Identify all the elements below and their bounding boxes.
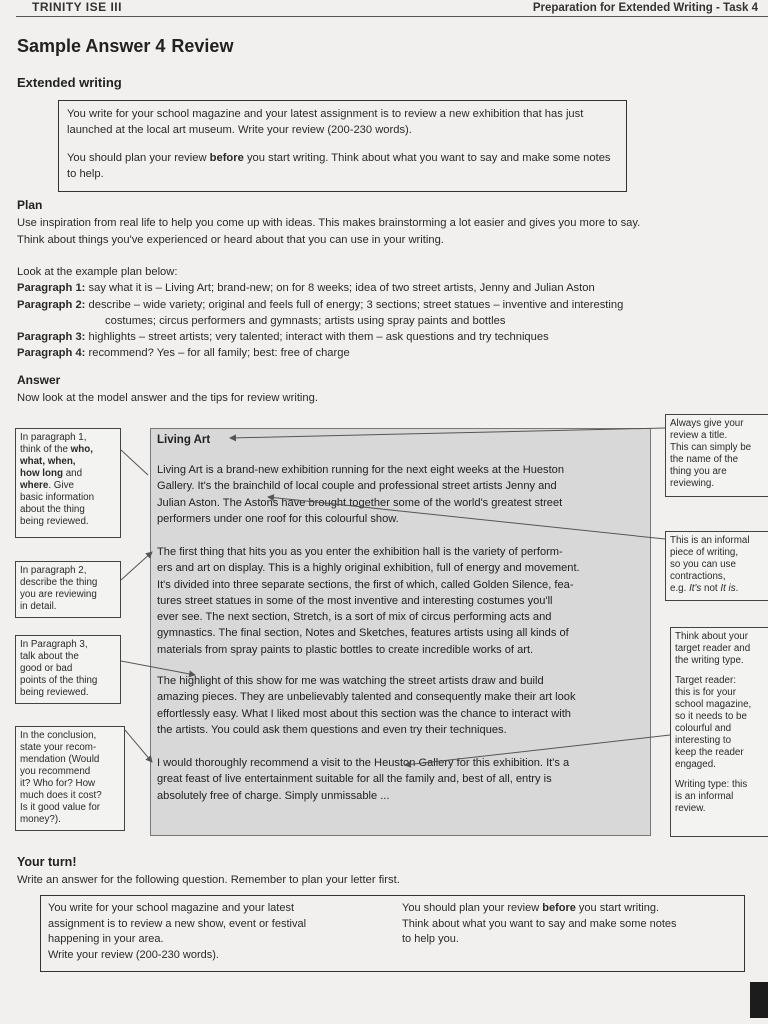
sample-line: effortlessly easy. What I liked most about this section was the chance to interact with <box>157 707 571 720</box>
plan-heading: Plan <box>17 198 43 212</box>
note-line: it? Who for? How <box>20 778 96 789</box>
sample-line: the artists. You could ask them questions and even try their techniques. <box>157 723 507 736</box>
sample-line: ever see. The next section, Stretch, is a sort of mix of circus performing acts and <box>157 611 552 624</box>
note-line: being reviewed. <box>20 687 89 698</box>
note-line: In Paragraph 3, <box>20 639 88 650</box>
plan-row-label: Paragraph 3: <box>17 331 86 343</box>
note-line: interesting to <box>675 735 732 746</box>
note-line: target reader and <box>675 643 751 654</box>
your-turn-text: You should plan your review <box>402 902 543 914</box>
note-line: mendation (Would <box>20 754 100 765</box>
task-p2-before: You should plan your review <box>67 152 210 164</box>
your-turn-line: assignment is to review a new show, event or festival <box>48 917 307 930</box>
note-line: you recommend <box>20 766 91 777</box>
task-p2-bold: before <box>209 152 244 164</box>
note-bold: where <box>20 480 49 491</box>
sample-line: Living Art is a brand-new exhibition running for the next eight weeks at the Hueston <box>157 464 565 476</box>
arrow-conclusion <box>125 730 152 762</box>
note-bold: who, <box>70 444 93 455</box>
note-line: so it needs to be <box>675 711 747 722</box>
note-text: think of the <box>20 444 71 455</box>
your-turn-text: you start writing. <box>575 902 660 914</box>
note-line: so you can use <box>670 559 736 570</box>
sample-line: tures street statues in some of the most inventive and interesting costumes you'll <box>157 594 553 607</box>
sample-line: performers under one roof for this colourful show. <box>157 512 399 525</box>
note-line: keep the reader <box>675 747 744 758</box>
your-turn-line: You write for your school magazine and your latest <box>48 902 295 914</box>
your-turn-intro: Write an answer for the following question. Remember to plan your letter first. <box>17 874 400 886</box>
note-line: this is for your <box>675 687 736 698</box>
note-line: This can simply be <box>670 442 752 453</box>
sample-title: Living Art <box>157 434 211 446</box>
sample-line: materials from spray paints to plastic bottles to create incredible works of art. <box>157 643 534 656</box>
plan-line-1: Use inspiration from real life to help you come up with ideas. This makes brainstorming a lot easier and gives you more to say. <box>17 217 641 229</box>
plan-row-label: Paragraph 1: <box>17 282 86 294</box>
your-turn-line: Think about what you want to say and make some notes <box>402 917 677 930</box>
note-text: not <box>701 583 721 594</box>
note-line: engaged. <box>675 759 716 770</box>
note-line: In paragraph 2, <box>20 565 87 576</box>
note-line: state your recom- <box>20 742 97 753</box>
note-bold: what, when, <box>20 456 76 467</box>
sample-line: Gallery. It's the brainchild of local couple and professional street artists Jenny and <box>157 480 557 493</box>
sample-line: I would thoroughly recommend a visit to the Heuston Gallery for this exhibition. It's a <box>157 757 570 769</box>
arrow-para2 <box>121 552 152 580</box>
plan-row-text: recommend? Yes – for all family; best: free of charge <box>88 347 350 359</box>
task-p2-after: you start writing. Think about what you want to say and make some notes to help. <box>67 152 611 180</box>
note-line: basic information <box>20 492 95 503</box>
note-line: much does it cost? <box>20 790 102 801</box>
your-turn-right <box>402 901 742 948</box>
page-edge-tab <box>750 982 768 1018</box>
note-line: Always give your <box>670 418 744 429</box>
sample-line: The highlight of this show for me was watching the street artists draw and build <box>157 675 544 687</box>
answer-heading: Answer <box>17 373 61 387</box>
plan-row-text: say what it is – Living Art; brand-new; on for 8 weeks; idea of two street artists, Jenny and Julian Aston <box>88 282 595 294</box>
plan-row-2-cont: costumes; circus performers and gymnasts; artists using spray paints and bottles <box>105 315 506 327</box>
note-line: you are reviewing <box>20 589 97 600</box>
plan-row-text: highlights – street artists; very talented; interact with them – ask questions and try techniques <box>88 331 549 343</box>
note-line: Target reader: <box>675 675 736 686</box>
note-line: good or bad <box>20 663 73 674</box>
extended-writing-heading: Extended writing <box>17 75 122 90</box>
arrow-title <box>230 428 665 438</box>
your-turn-line: happening in your area. <box>48 933 164 945</box>
your-turn-left <box>48 901 383 963</box>
your-turn-bold: before <box>542 902 576 914</box>
arrow-target-reader <box>405 735 670 765</box>
note-line: describe the thing <box>20 577 98 588</box>
sample-line: absolutely free of charge. Simply unmissable ... <box>157 789 390 802</box>
your-turn-line: Write your review (200-230 words). <box>48 948 219 961</box>
note-line: is an informal <box>675 791 734 802</box>
sample-line: It's divided into three separate sections, the first of which, called Golden Silence, fea- <box>157 578 574 591</box>
your-turn-line: to help you. <box>402 933 459 945</box>
sample-line: Julian Aston. The Astons have brought together some of the world's greatest street <box>157 496 563 509</box>
note-text: . <box>735 583 739 594</box>
note-line: reviewing. <box>670 478 715 489</box>
note-line: Is it good value for <box>20 802 101 813</box>
note-bold: how long <box>20 468 63 479</box>
sample-line: amazing pieces. They are unbelievably talented and consequently make their art look <box>157 691 576 704</box>
plan-row-label: Paragraph 2: <box>17 299 86 311</box>
header-right: Preparation for Extended Writing - Task 4 <box>532 2 758 14</box>
note-italic: It's <box>689 583 702 594</box>
note-line: points of the thing <box>20 675 98 686</box>
your-turn-heading: Your turn! <box>17 855 77 869</box>
task-paragraph-1: You write for your school magazine and your latest assignment is to review a new exhibition that has just launched at the local art museum. Write your review (200-230 words). <box>67 108 584 136</box>
note-line: piece of writing, <box>670 547 739 558</box>
title-main: Sample Answer 4 <box>17 36 166 56</box>
arrow-para3 <box>121 661 195 675</box>
header-left: TRINITY ISE III <box>32 0 122 14</box>
note-text: . Give <box>48 480 74 491</box>
note-line: colourful and <box>675 723 732 734</box>
note-line: thing you are <box>670 466 727 477</box>
note-line: Think about your <box>675 631 748 642</box>
arrow-contraction <box>268 497 665 539</box>
note-line: This is an informal <box>670 535 750 546</box>
plan-look: Look at the example plan below: <box>17 266 178 278</box>
plan-row-label: Paragraph 4: <box>17 347 86 359</box>
note-line: review. <box>675 803 706 814</box>
note-italic: It is <box>720 583 736 594</box>
your-turn-box <box>40 895 745 972</box>
your-turn-line <box>402 901 742 917</box>
note-line: talk about the <box>20 651 79 662</box>
note-line: money?). <box>20 814 61 825</box>
note-line: the writing type. <box>675 655 744 666</box>
note-line: review a title. <box>670 430 728 441</box>
note-line: Writing type: this <box>675 779 748 790</box>
note-text: e.g. <box>670 583 690 594</box>
sample-line: The first thing that hits you as you enter the exhibition hall is the variety of perform- <box>157 546 563 558</box>
plan-row-text: describe – wide variety; original and feels full of energy; 3 sections; street statues – inventive and interesting <box>88 299 624 311</box>
answer-intro: Now look at the model answer and the tips for review writing. <box>17 392 318 404</box>
note-line: the name of the <box>670 454 739 465</box>
title-sub: Review <box>171 36 234 56</box>
note-line: about the thing <box>20 504 85 515</box>
sample-line: great feast of live entertainment suitable for all the family and, best of all, entry is <box>157 773 552 786</box>
sample-line: ers and art on display. This is a highly original exhibition, full of energy and movement. <box>157 562 580 575</box>
note-line: school magazine, <box>675 699 752 710</box>
arrow-para1-who <box>121 450 148 475</box>
note-line: In the conclusion, <box>20 730 97 741</box>
note-line: contractions, <box>670 571 726 582</box>
note-line: being reviewed. <box>20 516 89 527</box>
note-line: in detail. <box>20 601 57 612</box>
sample-line: gymnastics. The final section, Notes and Sketches, features artists using all kinds of <box>157 627 569 640</box>
note-line: In paragraph 1, <box>20 432 87 443</box>
plan-line-2: Think about things you've experienced or heard about that you can use in your writing. <box>17 234 444 246</box>
note-text: and <box>63 468 83 479</box>
